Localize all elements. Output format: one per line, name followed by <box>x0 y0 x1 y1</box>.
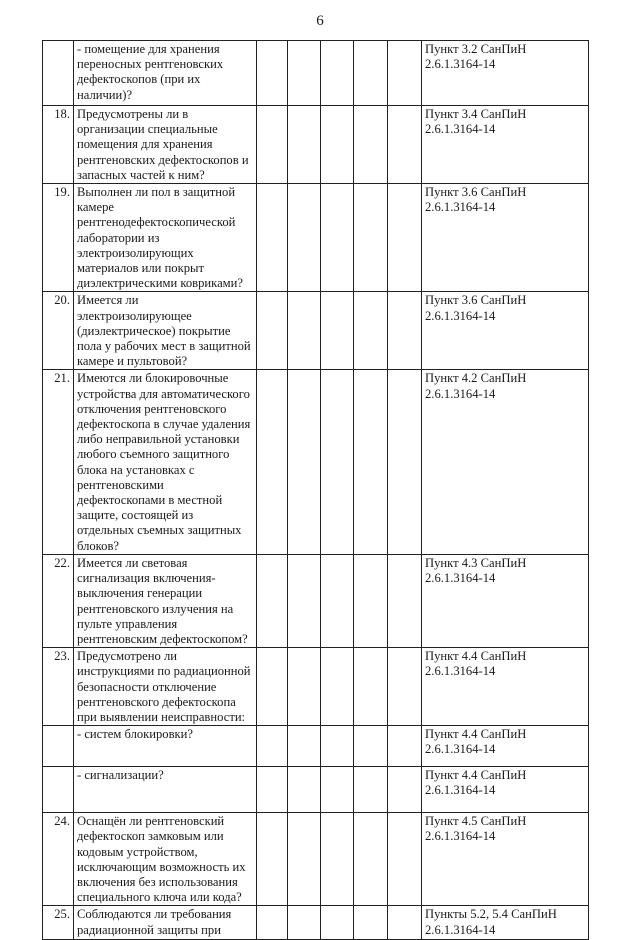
answer-cell-na[interactable] <box>321 648 354 726</box>
answer-cell-yes[interactable] <box>257 554 288 647</box>
question-cell: Имеется ли световая сигнализация включения-выключения генерации рентгеновского излучения на пульте управления рентгеновским дефектоскопом? <box>74 554 257 647</box>
item-number: 22. <box>43 554 74 647</box>
answer-cell-na[interactable] <box>321 813 354 906</box>
item-number: 19. <box>43 184 74 292</box>
reference-cell: Пункт 3.6 СанПиН 2.6.1.3164-14 <box>422 184 589 292</box>
answer-cell-no[interactable] <box>288 184 321 292</box>
answer-cell-5[interactable] <box>388 292 422 370</box>
answer-cell-4[interactable] <box>354 906 388 940</box>
question-cell: Имеются ли блокировочные устройства для автоматического отключения рентгеновского дефектоскопа в случае удаления либо неправильной установки любого съемного защитного блока на установках с рентгеновскими дефектоскопами в местной защите, состоящей из отдельных съемных защитных блоков? <box>74 370 257 554</box>
answer-cell-5[interactable] <box>388 726 422 767</box>
question-cell: Имеется ли электроизолирующее (диэлектрическое) покрытие пола у рабочих мест в защитной камере и пультовой? <box>74 292 257 370</box>
answer-cell-4[interactable] <box>354 370 388 554</box>
answer-cell-yes[interactable] <box>257 370 288 554</box>
answer-cell-no[interactable] <box>288 554 321 647</box>
answer-cell-4[interactable] <box>354 292 388 370</box>
page-number: 6 <box>316 13 324 29</box>
answer-cell-no[interactable] <box>288 106 321 184</box>
answer-cell-na[interactable] <box>321 370 354 554</box>
table-row <box>43 648 589 726</box>
answer-cell-na[interactable] <box>321 292 354 370</box>
question-cell: Соблюдаются ли требования радиационной защиты при <box>74 906 257 940</box>
item-number: 24. <box>43 813 74 906</box>
table-row <box>43 813 589 906</box>
answer-cell-5[interactable] <box>388 370 422 554</box>
question-cell: - помещение для хранения переносных рентгеновских дефектоскопов (при их наличии)? <box>74 41 257 106</box>
item-number: 18. <box>43 106 74 184</box>
answer-cell-no[interactable] <box>288 906 321 940</box>
answer-cell-yes[interactable] <box>257 41 288 106</box>
answer-cell-no[interactable] <box>288 292 321 370</box>
answer-cell-4[interactable] <box>354 106 388 184</box>
answer-cell-5[interactable] <box>388 648 422 726</box>
item-number: 25. <box>43 906 74 940</box>
answer-cell-yes[interactable] <box>257 767 288 813</box>
question-cell: Предусмотрены ли в организации специальные помещения для хранения рентгеновских дефектоскопов и запасных частей к ним? <box>74 106 257 184</box>
question-cell: - систем блокировки? <box>74 726 257 767</box>
answer-cell-na[interactable] <box>321 41 354 106</box>
reference-cell: Пункт 4.3 СанПиН 2.6.1.3164-14 <box>422 554 589 647</box>
answer-cell-5[interactable] <box>388 906 422 940</box>
table-row <box>43 41 589 106</box>
answer-cell-4[interactable] <box>354 813 388 906</box>
answer-cell-no[interactable] <box>288 813 321 906</box>
answer-cell-yes[interactable] <box>257 813 288 906</box>
answer-cell-5[interactable] <box>388 106 422 184</box>
answer-cell-4[interactable] <box>354 41 388 106</box>
item-number: 20. <box>43 292 74 370</box>
reference-cell: Пункт 4.4 СанПиН 2.6.1.3164-14 <box>422 726 589 767</box>
table-row <box>43 767 589 813</box>
checklist-rows <box>43 41 589 940</box>
reference-cell: Пункт 4.2 СанПиН 2.6.1.3164-14 <box>422 370 589 554</box>
answer-cell-no[interactable] <box>288 726 321 767</box>
answer-cell-yes[interactable] <box>257 648 288 726</box>
table-row <box>43 370 589 554</box>
question-cell: Предусмотрено ли инструкциями по радиационной безопасности отключение рентгеновского дефектоскопа при выявлении неисправности: <box>74 648 257 726</box>
reference-cell: Пункты 5.2, 5.4 СанПиН 2.6.1.3164-14 <box>422 906 589 940</box>
answer-cell-5[interactable] <box>388 41 422 106</box>
answer-cell-4[interactable] <box>354 648 388 726</box>
answer-cell-yes[interactable] <box>257 184 288 292</box>
answer-cell-4[interactable] <box>354 184 388 292</box>
reference-cell: Пункт 3.2 СанПиН 2.6.1.3164-14 <box>422 41 589 106</box>
checklist-table <box>42 40 589 940</box>
answer-cell-yes[interactable] <box>257 726 288 767</box>
table-row <box>43 906 589 940</box>
reference-cell: Пункт 4.4 СанПиН 2.6.1.3164-14 <box>422 767 589 813</box>
answer-cell-no[interactable] <box>288 648 321 726</box>
answer-cell-na[interactable] <box>321 554 354 647</box>
answer-cell-5[interactable] <box>388 554 422 647</box>
answer-cell-na[interactable] <box>321 184 354 292</box>
table-row <box>43 184 589 292</box>
answer-cell-no[interactable] <box>288 41 321 106</box>
item-number <box>43 41 74 106</box>
question-cell: Оснащён ли рентгеновский дефектоскоп замковым или кодовым устройством, исключающим возможность их включения без использования специального ключа или кода? <box>74 813 257 906</box>
item-number: 23. <box>43 648 74 726</box>
answer-cell-na[interactable] <box>321 906 354 940</box>
answer-cell-na[interactable] <box>321 767 354 813</box>
item-number <box>43 726 74 767</box>
answer-cell-4[interactable] <box>354 554 388 647</box>
reference-cell: Пункт 3.6 СанПиН 2.6.1.3164-14 <box>422 292 589 370</box>
answer-cell-5[interactable] <box>388 813 422 906</box>
answer-cell-4[interactable] <box>354 726 388 767</box>
table-row <box>43 554 589 647</box>
table-row <box>43 292 589 370</box>
item-number: 21. <box>43 370 74 554</box>
answer-cell-no[interactable] <box>288 370 321 554</box>
answer-cell-na[interactable] <box>321 106 354 184</box>
answer-cell-no[interactable] <box>288 767 321 813</box>
reference-cell: Пункт 4.5 СанПиН 2.6.1.3164-14 <box>422 813 589 906</box>
table-row <box>43 106 589 184</box>
answer-cell-na[interactable] <box>321 726 354 767</box>
item-number <box>43 767 74 813</box>
answer-cell-yes[interactable] <box>257 906 288 940</box>
reference-cell: Пункт 4.4 СанПиН 2.6.1.3164-14 <box>422 648 589 726</box>
table-row <box>43 726 589 767</box>
answer-cell-5[interactable] <box>388 767 422 813</box>
reference-cell: Пункт 3.4 СанПиН 2.6.1.3164-14 <box>422 106 589 184</box>
question-cell: - сигнализации? <box>74 767 257 813</box>
answer-cell-yes[interactable] <box>257 106 288 184</box>
answer-cell-5[interactable] <box>388 184 422 292</box>
question-cell: Выполнен ли пол в защитной камере рентгенодефектоскопической лаборатории из электроизолирующих материалов или покрыт диэлектрическими ковриками? <box>74 184 257 292</box>
answer-cell-yes[interactable] <box>257 292 288 370</box>
answer-cell-4[interactable] <box>354 767 388 813</box>
